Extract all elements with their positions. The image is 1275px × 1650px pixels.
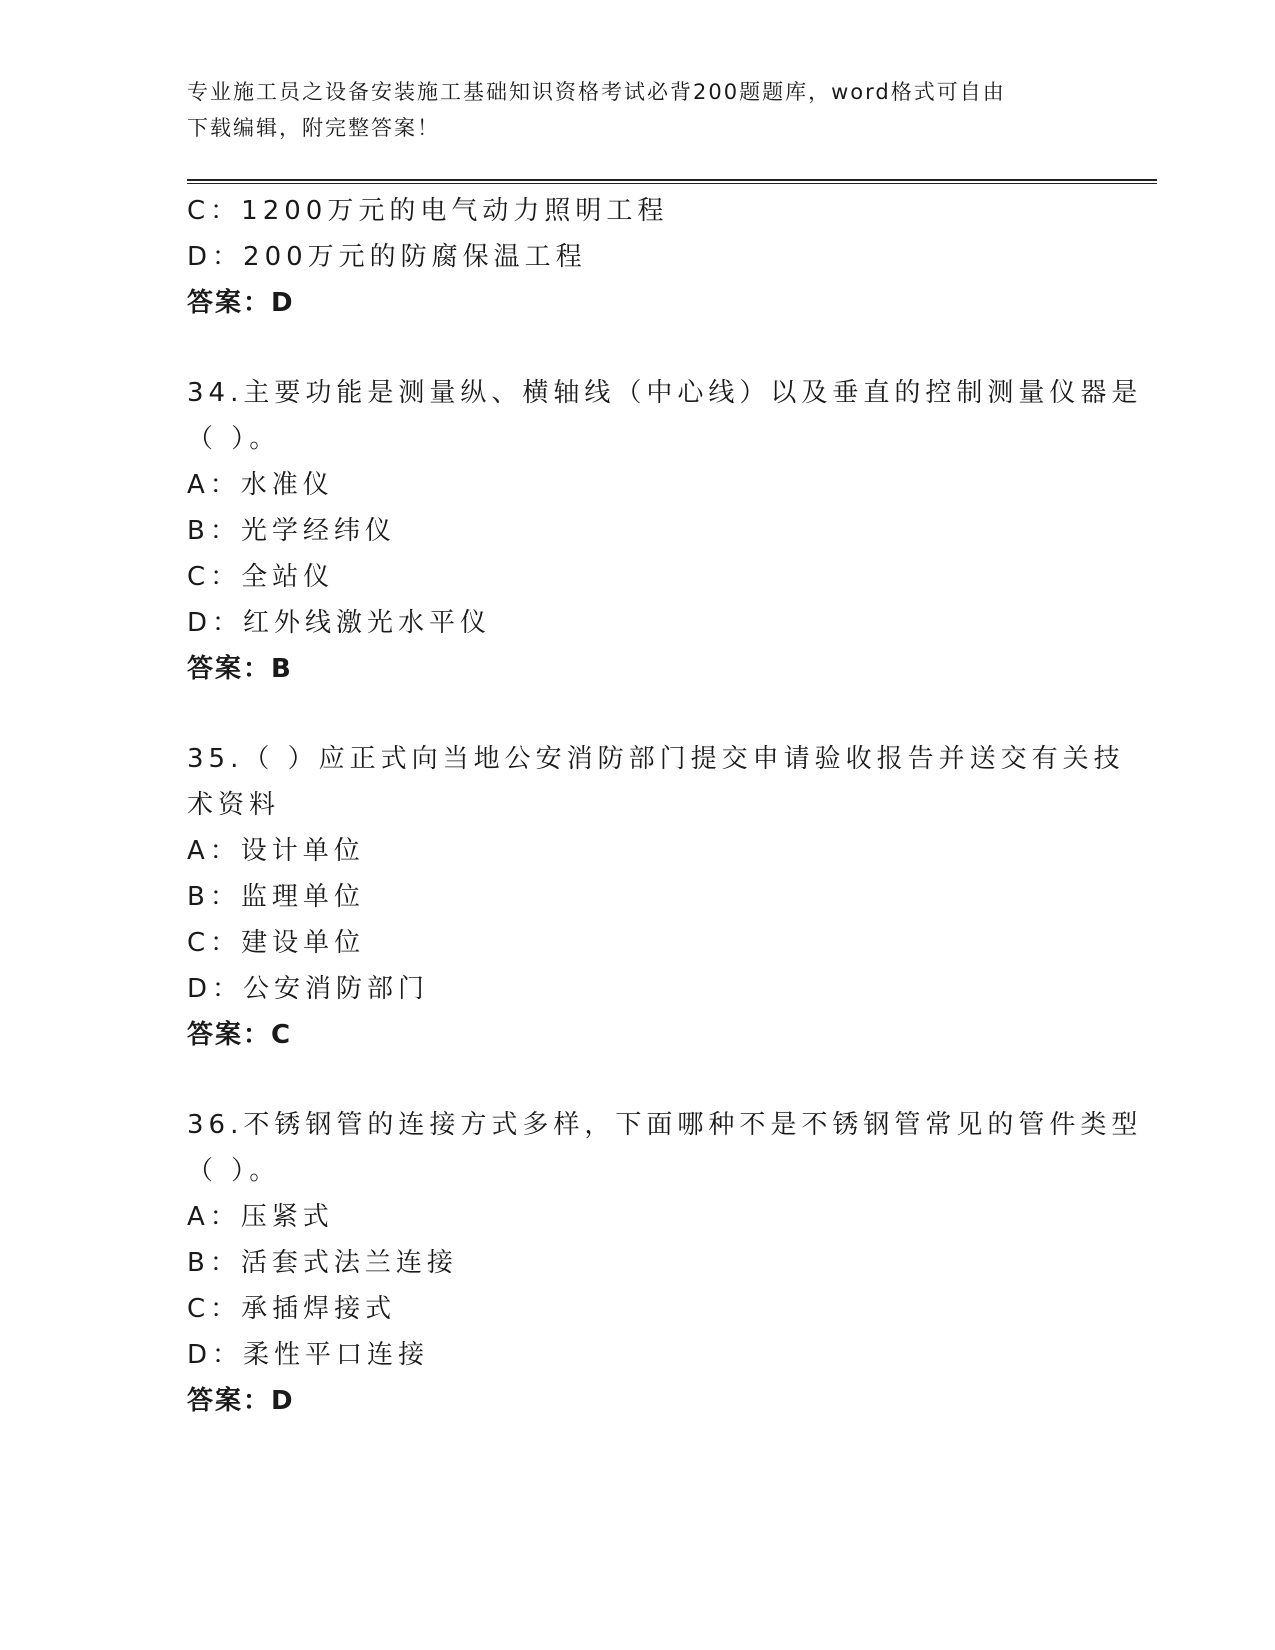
question-stem-continued: （ ）。 xyxy=(187,1156,281,1186)
option-d: D：公安消防部门 xyxy=(187,974,430,1004)
answer-line: 答案：D xyxy=(187,288,295,318)
option-d: D：红外线激光水平仪 xyxy=(187,608,492,638)
question-list xyxy=(187,188,1143,1424)
question-34 xyxy=(187,370,1143,692)
document-header xyxy=(187,74,1067,146)
option-d: D：柔性平口连接 xyxy=(187,1340,430,1370)
header-line-2: 下载编辑，附完整答案！ xyxy=(187,116,440,140)
option-a: A：水准仪 xyxy=(187,470,334,500)
question-gap xyxy=(187,1058,1087,1102)
option-b: B：光学经纬仪 xyxy=(187,516,396,546)
option-b: B：监理单位 xyxy=(187,882,365,912)
option-c: C：全站仪 xyxy=(187,562,335,592)
option-a: A：压紧式 xyxy=(187,1202,334,1232)
header-divider-thick xyxy=(187,179,1157,181)
header-line-1: 专业施工员之设备安装施工基础知识资格考试必背200题题库，word格式可自由 xyxy=(187,80,1006,104)
question-stem: 36.不锈钢管的连接方式多样，下面哪种不是不锈钢管常见的管件类型 xyxy=(187,1110,1143,1140)
answer-line: 答案：B xyxy=(187,654,293,684)
question-33 xyxy=(187,188,1087,326)
option-b: B：活套式法兰连接 xyxy=(187,1248,458,1278)
option-c: C：承插焊接式 xyxy=(187,1294,397,1324)
option-c: C：1200万元的电气动力照明工程 xyxy=(187,196,669,226)
question-gap xyxy=(187,326,1087,370)
question-35 xyxy=(187,736,1125,1058)
question-stem-continued: 术资料 xyxy=(187,790,281,820)
question-36 xyxy=(187,1102,1143,1424)
question-stem: 35.（ ）应正式向当地公安消防部门提交申请验收报告并送交有关技 xyxy=(187,744,1125,774)
answer-line: 答案：D xyxy=(187,1386,295,1416)
option-d: D：200万元的防腐保温工程 xyxy=(187,242,587,272)
answer-line: 答案：C xyxy=(187,1020,293,1050)
option-c: C：建设单位 xyxy=(187,928,366,958)
option-a: A：设计单位 xyxy=(187,836,365,866)
question-gap xyxy=(187,692,1087,736)
header-divider-thin xyxy=(187,183,1157,184)
question-stem-continued: （ ）。 xyxy=(187,424,281,454)
question-stem: 34.主要功能是测量纵、横轴线（中心线）以及垂直的控制测量仪器是 xyxy=(187,378,1143,408)
